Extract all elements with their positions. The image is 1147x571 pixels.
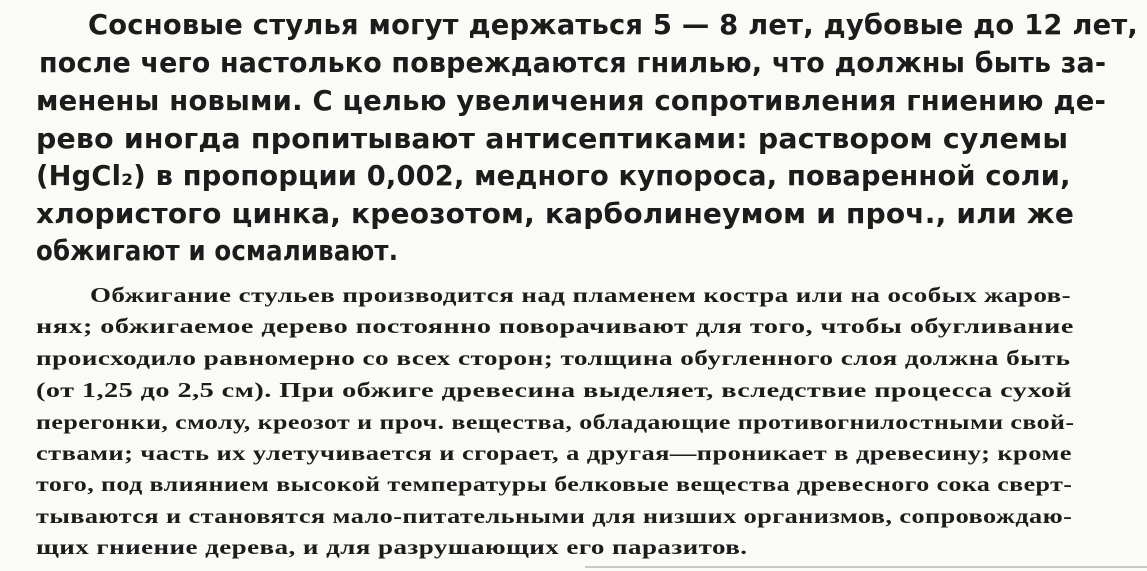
small-line-9: щих гниение дерева, и для разрушающих его паразитов. bbox=[36, 535, 748, 559]
page-bottom-edge bbox=[585, 566, 1147, 568]
small-line-3: происходило равномерно со всех сторон; толщина обугленного слоя должна быть bbox=[36, 346, 1071, 370]
small-line-6: ствами; часть их улетучивается и сгорает, а другая—проникает в древесину; кроме bbox=[36, 441, 1072, 465]
main-line-2: после чего настолько повреждаются гнилью, что должны быть за- bbox=[39, 46, 1107, 79]
small-line-4: (от 1,25 до 2,5 см). При обжиге древесина выделяет, вследствие процесса сухой bbox=[36, 378, 1073, 402]
small-line-5: перегонки, смолу, креозот и проч. вещества, обладающие противогнилостными свой- bbox=[36, 410, 1075, 434]
main-line-5-text: (HgCl₂) в пропорции 0,002, медного купороса, поваренной соли, bbox=[36, 159, 1071, 192]
small-line-8: тываются и становятся мало-питательными для низших организмов, сопровождаю- bbox=[36, 504, 1073, 528]
small-line-2: нях; обжигаемое дерево постоянно поворачивают для того, чтобы обугливание bbox=[36, 314, 1074, 338]
small-line-7: того, под влиянием высокой температуры белковые вещества древесного сока сверт- bbox=[36, 472, 1073, 496]
main-line-6: хлористого цинка, креозотом, карболинеумом и проч., или же bbox=[36, 197, 1075, 230]
main-line-1: Сосновые стулья могут держаться 5 — 8 лет, дубовые до 12 лет, bbox=[88, 8, 1139, 41]
main-line-3: менены новыми. С целью увеличения сопротивления гниению де- bbox=[36, 84, 1107, 117]
main-line-4: рево иногда пропитывают антисептиками: раствором сулемы bbox=[36, 122, 1069, 155]
main-line-7: обжигают и осмаливают. bbox=[36, 234, 399, 267]
small-line-1: Обжигание стульев производится над пламенем костра или на особых жаров- bbox=[90, 283, 1072, 307]
main-line-5 bbox=[36, 159, 1071, 192]
